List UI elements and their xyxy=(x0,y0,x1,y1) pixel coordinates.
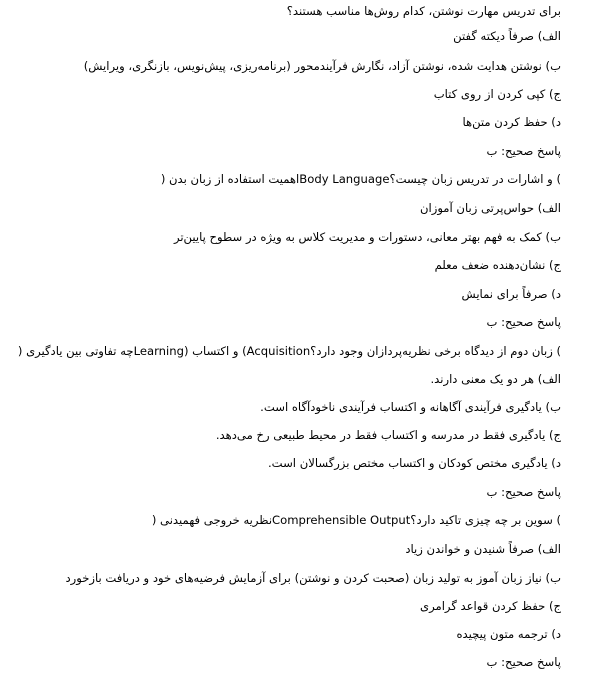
question-4-option-d: د) ترجمه متون پیچیده xyxy=(456,627,561,641)
question-3-option-c: ج) یادگیری فقط در مدرسه و اکتساب فقط در محیط طبیعی رخ می‌دهد. xyxy=(215,428,561,442)
question-1-option-d: د) حفظ کردن متن‌ها xyxy=(462,115,561,129)
question-1-option-b: ب) نوشتن هدایت شده، نوشتن آزاد، نگارش فرآیندمحور (برنامه‌ریزی، پیش‌نویس، بازنگری، ویرایش) xyxy=(83,59,561,73)
question-4-option-a: الف) صرفاً شنیدن و خواندن زیاد xyxy=(405,542,561,556)
question-2-option-d: د) صرفاً برای نمایش xyxy=(461,287,561,301)
question-2-option-b: ب) کمک به فهم بهتر معانی، دستورات و مدیریت کلاس به ویژه در سطوح پایین‌تر xyxy=(173,230,561,244)
question-2-text: ) و اشارات در تدریس زبان چیست؟Body Languageاهمیت استفاده از زبان بدن ( xyxy=(160,172,561,186)
question-3-option-d: د) یادگیری مختص کودکان و اکتساب مختص بزرگسالان است. xyxy=(268,456,561,470)
question-1-text: برای تدریس مهارت نوشتن، کدام روش‌ها مناسب هستند؟ xyxy=(286,4,561,18)
question-3-answer: پاسخ صحیح: ب xyxy=(486,485,561,499)
question-1-option-a: الف) صرفاً دیکته گفتن xyxy=(453,29,561,43)
question-1-option-c: ج) کپی کردن از روی کتاب xyxy=(433,87,561,101)
question-4-answer: پاسخ صحیح: ب xyxy=(486,655,561,669)
question-3-text: ) زبان دوم از دیدگاه برخی نظریه‌پردازان وجود دارد؟Acquisition) و اکتساب (Learningچه تفاوتی بین یادگیری ( xyxy=(17,344,561,358)
question-2-option-c: ج) نشان‌دهنده ضعف معلم xyxy=(434,258,561,272)
question-1-answer: پاسخ صحیح: ب xyxy=(486,144,561,158)
question-3-option-a: الف) هر دو یک معنی دارند. xyxy=(430,372,561,386)
question-4-option-c: ج) حفظ کردن قواعد گرامری xyxy=(420,599,561,613)
question-4-text: ) سوین بر چه چیزی تاکید دارد؟Comprehensible Outputنظریه خروجی فهمیدنی ( xyxy=(151,513,561,527)
question-3-option-b: ب) یادگیری فرآیندی آگاهانه و اکتساب فرآیندی ناخودآگاه است. xyxy=(260,400,561,414)
question-2-option-a: الف) حواس‌پرتی زبان آموزان xyxy=(419,201,561,215)
question-2-answer: پاسخ صحیح: ب xyxy=(486,315,561,329)
question-4-option-b: ب) نیاز زبان آموز به تولید زبان (صحبت کردن و نوشتن) برای آزمایش فرضیه‌های خود و دریافت بازخورد xyxy=(65,571,561,585)
